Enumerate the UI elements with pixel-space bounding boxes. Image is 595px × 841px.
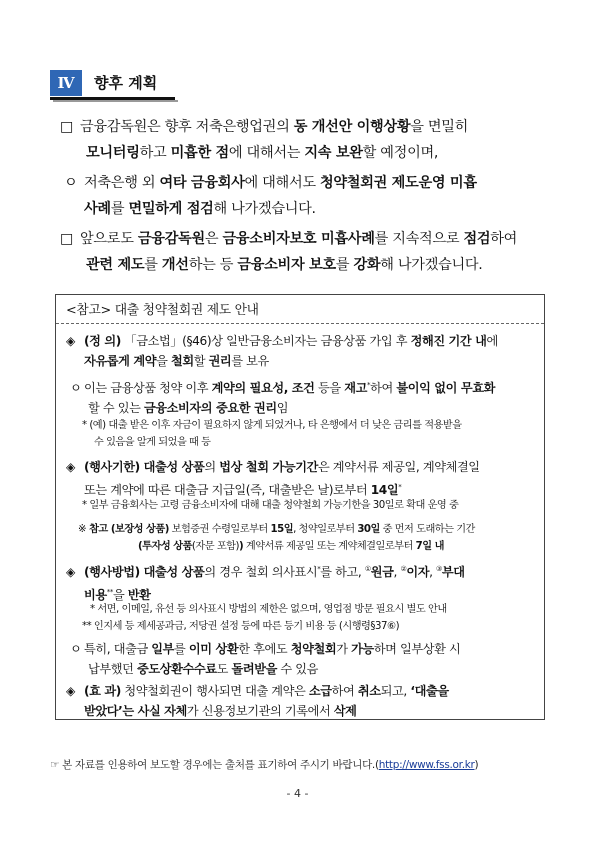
- section-header: [50, 68, 188, 100]
- method-subitem: [66, 639, 538, 679]
- text: 하고: [139, 145, 171, 161]
- text: , 청약일로부터: [293, 524, 358, 535]
- text: 되고,: [380, 684, 411, 698]
- text: 이는 금융상품 청약 이후: [84, 381, 212, 396]
- item-label: (행사방법): [84, 565, 140, 580]
- emphasis: 사례: [84, 201, 111, 217]
- paragraph-line: [60, 252, 550, 278]
- text: 의: [204, 460, 220, 474]
- emphasis: 참고 (보장성 상품): [86, 524, 169, 535]
- text: 의 경우 철회 의사표시: [204, 565, 318, 580]
- emphasis: 반환: [127, 588, 151, 603]
- emphasis: 동 개선안 이행상황: [293, 119, 411, 135]
- text: 은: [204, 231, 223, 247]
- period-footnote: [66, 497, 538, 514]
- emphasis: 자유롭게 계약: [84, 354, 157, 368]
- paragraph-line: [60, 226, 550, 252]
- footnote-mark: *: [367, 381, 371, 389]
- item-line: [66, 681, 538, 701]
- diamond-bullet-icon: ◈: [66, 334, 75, 348]
- emphasis: 대출성 상품: [139, 460, 205, 474]
- reference-box-title: <참고> 대출 청약철회권 제도 안내: [66, 303, 259, 318]
- emphasis: 법상 철회 가능기간: [219, 460, 318, 474]
- text: 를: [335, 257, 354, 273]
- emphasis: 점검: [463, 231, 491, 247]
- emphasis: 부대: [441, 565, 465, 580]
- text: 해 나가겠습니다.: [213, 201, 316, 217]
- emphasis: 14일: [370, 483, 399, 498]
- text: 하며 일부상환 시: [373, 642, 461, 656]
- circled-number: ①: [364, 565, 371, 573]
- definition-item: [66, 331, 538, 371]
- text: 가 신용정보기관의 기록에서: [186, 704, 334, 718]
- item-label: (효 과): [84, 684, 121, 698]
- diamond-bullet-icon: ◈: [66, 684, 75, 698]
- emphasis: 대출성 상품: [139, 565, 205, 580]
- text: 에 대해서도: [244, 175, 320, 191]
- emphasis: 원금: [370, 565, 394, 580]
- footnote-line: ** 인지세 등 제세공과금, 저당권 설정 등에 따른 등기 비용 등 (시행령§37⑥): [82, 621, 400, 632]
- emphasis: 금융소비자보호 미흡사례: [222, 231, 375, 247]
- emphasis: 일부: [151, 642, 175, 656]
- emphasis: 관련 제도: [86, 257, 145, 273]
- emphasis: 권리: [208, 354, 232, 368]
- text: 계약서류 제공일 또는 계약체결일로부터: [243, 541, 416, 552]
- footnote-mark: *: [398, 483, 402, 491]
- item-label: (행사기한): [84, 460, 140, 474]
- citation-note: [50, 757, 478, 773]
- page-number: - 4 -: [286, 787, 309, 800]
- text: 가: [336, 642, 352, 656]
- diamond-bullet-icon: ◈: [66, 460, 75, 474]
- text: 하여: [331, 684, 358, 698]
- emphasis: ‘대출을: [410, 684, 449, 698]
- text: 중 먼저 도래하는 기간: [379, 524, 475, 535]
- fss-website-link[interactable]: http://www.fss.or.kr: [378, 759, 475, 771]
- text: ,: [393, 565, 401, 580]
- emphasis: 이자: [406, 565, 430, 580]
- item-line: [66, 351, 538, 371]
- text: 「금소법」(§46)상 일반금융소비자는 금융상품 가입 후: [124, 334, 411, 348]
- paragraph-line: [60, 114, 550, 140]
- paragraph-other-institutions: [60, 170, 550, 222]
- footnote-line: * 서면, 이메일, 유선 등 의사표시 방법의 제한은 없으며, 영업점 방문 필요시 별도 안내: [90, 604, 447, 615]
- text: 를: [144, 257, 162, 273]
- text: 할 수 있는: [88, 401, 144, 416]
- emphasis: 청약철회: [290, 642, 337, 656]
- emphasis: 청약철회권 제도운영 미흡: [319, 175, 477, 191]
- text: 을: [156, 354, 171, 368]
- text: 를: [174, 642, 189, 656]
- text: 특히, 대출금: [84, 642, 152, 656]
- item-line: [66, 659, 538, 679]
- square-bullet: □: [60, 119, 74, 135]
- item-line: [66, 538, 538, 555]
- pointing-hand-icon: ☞: [50, 759, 60, 771]
- text: 앞으로도: [80, 231, 138, 247]
- emphasis: 금융소비자 보호: [237, 257, 336, 273]
- emphasis: 15일: [270, 524, 294, 535]
- footnote-mark: *: [317, 565, 321, 573]
- emphasis: 가능: [351, 642, 374, 656]
- text: 임: [276, 401, 289, 416]
- square-bullet: □: [60, 231, 74, 247]
- text: 하여: [370, 381, 397, 396]
- text: 을 면밀히: [410, 119, 469, 135]
- footnote-line: * 일부 금융회사는 고령 금융소비자에 대해 대출 청약철회 가능기한을 30일로 확대 운영 중: [82, 500, 459, 511]
- emphasis: 지속 보완: [304, 145, 363, 161]
- footnote-line: * (예) 대출 받은 이후 자금이 필요하지 않게 되었거나, 타 은행에서 더 낮은 금리를 적용받을: [82, 420, 462, 431]
- text: 보험증권 수령일로부터: [168, 524, 271, 535]
- emphasis: 강화: [353, 257, 381, 273]
- emphasis: 계약의 필요성, 조건: [211, 381, 315, 396]
- text: 에: [486, 334, 498, 348]
- paragraph-line: [60, 196, 550, 222]
- emphasis: 중도상환수수료: [136, 662, 217, 676]
- emphasis: 이미 상환: [188, 642, 239, 656]
- reference-box: [55, 294, 545, 720]
- dashed-divider: [56, 323, 544, 324]
- section-number-badge: Ⅳ: [50, 70, 82, 96]
- emphasis: 모니터링: [86, 145, 140, 161]
- text: 금융감독원은 향후 저축은행업권의: [80, 119, 294, 135]
- emphasis: 금융감독원: [137, 231, 205, 247]
- text: 하는 등: [188, 257, 238, 273]
- footnote-mark: **: [106, 588, 113, 597]
- emphasis: 비용: [84, 588, 107, 603]
- emphasis: 금융소비자의 중요한 권리: [143, 401, 277, 416]
- circled-number: ③: [436, 565, 442, 573]
- text: 을: [112, 588, 128, 603]
- emphasis: 돌려받을: [231, 662, 277, 676]
- emphasis: ): [238, 541, 244, 552]
- emphasis: 철회: [170, 354, 194, 368]
- reference-note: [66, 521, 538, 555]
- emphasis: 30일: [357, 524, 380, 535]
- paragraph-line: [60, 170, 550, 196]
- header-underline-shadow: [53, 100, 178, 102]
- emphasis: 받았다’는 사실 자체: [84, 704, 187, 718]
- item-line: [66, 701, 538, 721]
- text: 해 나가겠습니다.: [380, 257, 483, 273]
- text: 한 후에도: [238, 642, 291, 656]
- citation-text: ): [474, 759, 479, 771]
- citation-text: 본 자료를 인용하여 보도할 경우에는 출처를 표기하여 주시기 바랍니다.(: [59, 759, 379, 771]
- text: 도: [216, 662, 232, 676]
- text: 등을: [314, 381, 345, 396]
- diamond-bullet-icon: ◈: [66, 565, 75, 580]
- method-footnotes: [66, 601, 538, 635]
- item-line: [66, 521, 538, 538]
- paragraph-line: [60, 140, 550, 166]
- item-line: [66, 375, 538, 398]
- item-line: [66, 639, 538, 659]
- item-line: [66, 331, 538, 351]
- item-line: [66, 559, 538, 582]
- emphasis: 정해진 기간 내: [410, 334, 487, 348]
- text: 납부했던: [88, 662, 137, 676]
- emphasis: 불이익 없이 무효화: [396, 381, 496, 396]
- text: 할 예정이며,: [362, 145, 439, 161]
- definition-subitem: [66, 375, 538, 418]
- item-line: [66, 457, 538, 477]
- text: 를: [110, 201, 129, 217]
- method-item: [66, 559, 538, 605]
- emphasis: 취소: [357, 684, 381, 698]
- text: 저축은행 외: [84, 175, 160, 191]
- paragraph-plan-monitoring: [60, 114, 550, 166]
- text: (자문 포함): [191, 541, 239, 552]
- effect-item: [66, 681, 538, 721]
- period-item: [66, 457, 538, 500]
- footnote-line: 수 있음을 알게 되었을 때 등: [94, 437, 211, 448]
- text: 를 하고,: [320, 565, 365, 580]
- emphasis: 재고: [344, 381, 367, 396]
- emphasis: 7일 내: [415, 541, 444, 552]
- text: 를 지속적으로: [374, 231, 464, 247]
- text: 은 계약서류 제공일, 계약체결일: [317, 460, 480, 474]
- circle-bullet: ㅇ: [70, 642, 82, 656]
- circle-bullet: ㅇ: [64, 175, 78, 191]
- text: 하여: [490, 231, 518, 247]
- emphasis: 소급: [308, 684, 332, 698]
- emphasis: (투자성 상품: [138, 541, 192, 552]
- emphasis: 삭제: [333, 704, 357, 718]
- text: 청약철회권이 행사되면 대출 계약은: [120, 684, 309, 698]
- definition-footnote: [66, 417, 538, 451]
- emphasis: 개선: [161, 257, 189, 273]
- text: 를 보유: [231, 354, 269, 368]
- item-line: [66, 398, 538, 418]
- text: 또는 계약에 따른 대출금 지급일(즉, 대출받은 날)로부터: [84, 483, 371, 498]
- text: ,: [429, 565, 437, 580]
- emphasis: 면밀하게 점검: [128, 201, 214, 217]
- circle-bullet: ㅇ: [70, 381, 82, 396]
- emphasis: 여타 금융회사: [159, 175, 245, 191]
- text: 수 있음: [276, 662, 319, 676]
- item-label: (정 의): [84, 334, 121, 348]
- section-title: 향후 계획: [94, 74, 158, 92]
- reference-mark-icon: ※: [78, 524, 87, 535]
- circled-number: ②: [400, 565, 407, 573]
- paragraph-consumer-protection: [60, 226, 550, 278]
- emphasis: 미흡한 점: [170, 145, 229, 161]
- text: 에 대해서는: [228, 145, 305, 161]
- text: 할: [193, 354, 209, 368]
